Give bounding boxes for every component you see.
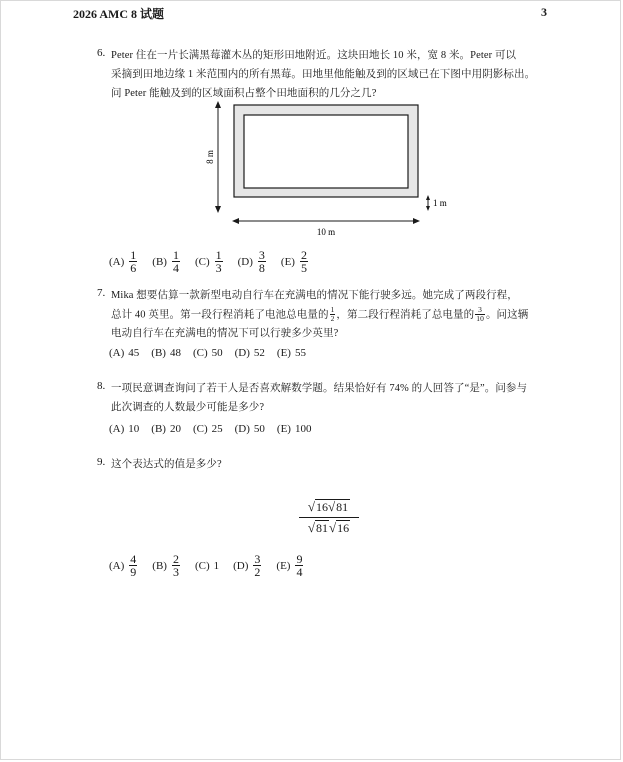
q8-options: [109, 423, 323, 435]
q6-option-e[interactable]: (E) $\frac{2}{5}$: [280, 248, 307, 275]
q9-option-a[interactable]: (A) $\frac{4}{9}$: [109, 552, 137, 579]
q8-option-a[interactable]: (A) 10: [109, 423, 140, 435]
q7-option-b[interactable]: (B) 48: [151, 347, 181, 359]
q9-option-e[interactable]: (E) $\frac{9}{4}$: [276, 552, 303, 579]
width-label: 10 m: [316, 227, 336, 237]
q8-line-1: 一项民意调查询问了若干人是否喜欢解数学题。结果恰好有 74% 的人回答了“是”。问参与: [111, 383, 528, 394]
field-inner-rect: [244, 115, 408, 188]
q6-option-b[interactable]: (B) $\frac{1}{4}$: [152, 248, 179, 275]
q9-number: 9.: [97, 456, 106, 468]
q9-text: 这个表达式的值是多少?: [111, 459, 222, 470]
q7-option-a[interactable]: (A) 45: [109, 347, 140, 359]
q7-fraction-three-tenths: $\frac{3}{10}$: [476, 305, 484, 323]
expression-numerator: √16√81: [299, 499, 359, 518]
margin-arrow-top: [426, 195, 430, 200]
q9-option-c[interactable]: (C) 1: [194, 559, 220, 572]
q6-line-1: Peter 住在一片长满黑莓灌木丛的矩形田地附近。这块田地长 10 米，宽 8 米。Peter 可以: [111, 50, 517, 61]
q6-line-2: 采摘到田地边缘 1 米范围内的所有黑莓。田地里他能触及到的区域已在下图中用阴影标出。: [111, 69, 536, 80]
q7-line-3: 电动自行车在充满电的情况下可以行驶多少英里?: [111, 328, 339, 339]
height-label: 8 m: [205, 150, 215, 164]
q7-number: 7.: [97, 287, 106, 299]
q8-option-c[interactable]: (C) 25: [192, 423, 223, 435]
margin-label: 1 m: [433, 198, 447, 208]
q7-option-d[interactable]: (D) 52: [234, 347, 265, 359]
expression-denominator: √81√16: [307, 520, 350, 535]
q7-option-c[interactable]: (C) 50: [192, 347, 223, 359]
q8-line-2: 此次调查的人数最少可能是多少?: [111, 402, 265, 413]
q9-option-d[interactable]: (D) $\frac{3}{2}$: [233, 552, 261, 579]
header-title: 2026 AMC 8 试题: [73, 7, 164, 21]
q8-number: 8.: [97, 380, 106, 392]
q7-fraction-half: $\frac{1}{2}$: [330, 305, 335, 323]
q7-line-2: 总计 40 英里。第一段行程消耗了电池总电量的 $\frac{1}{2}$ ，第二段行程消耗了总电量的 $\frac{3}{10}$ 。问这辆: [111, 305, 529, 323]
width-arrow-left: [232, 218, 239, 224]
q6-line-3: 问 Peter 能触及到的区域面积占整个田地面积的几分之几?: [111, 88, 377, 99]
page-number: 3: [541, 5, 547, 19]
width-arrow-right: [413, 218, 420, 224]
q6-option-a[interactable]: (A) $\frac{1}{6}$: [109, 248, 137, 275]
q8-option-b[interactable]: (B) 20: [151, 423, 181, 435]
q7-line-1: Mika 想要估算一款新型电动自行车在充满电的情况下能行驶多远。她完成了两段行程，: [111, 290, 518, 301]
q8-option-e[interactable]: (E) 100: [276, 423, 312, 435]
q6-options: [109, 249, 323, 274]
margin-arrow-bottom: [426, 206, 430, 211]
q6-option-c[interactable]: (C) $\frac{1}{3}$: [194, 248, 222, 275]
q7-option-e[interactable]: (E) 55: [276, 347, 306, 359]
q9-expression: [299, 499, 359, 536]
q7-options: [109, 347, 318, 359]
q8-option-d[interactable]: (D) 50: [234, 423, 265, 435]
height-arrow-top: [215, 101, 221, 108]
q6-option-d[interactable]: (D) $\frac{3}{8}$: [237, 248, 265, 275]
q6-number: 6.: [97, 47, 106, 59]
height-arrow-bottom: [215, 206, 221, 213]
field-diagram: [196, 99, 466, 243]
q9-options: [109, 553, 318, 578]
q9-option-b[interactable]: (B) $\frac{2}{3}$: [152, 552, 179, 579]
